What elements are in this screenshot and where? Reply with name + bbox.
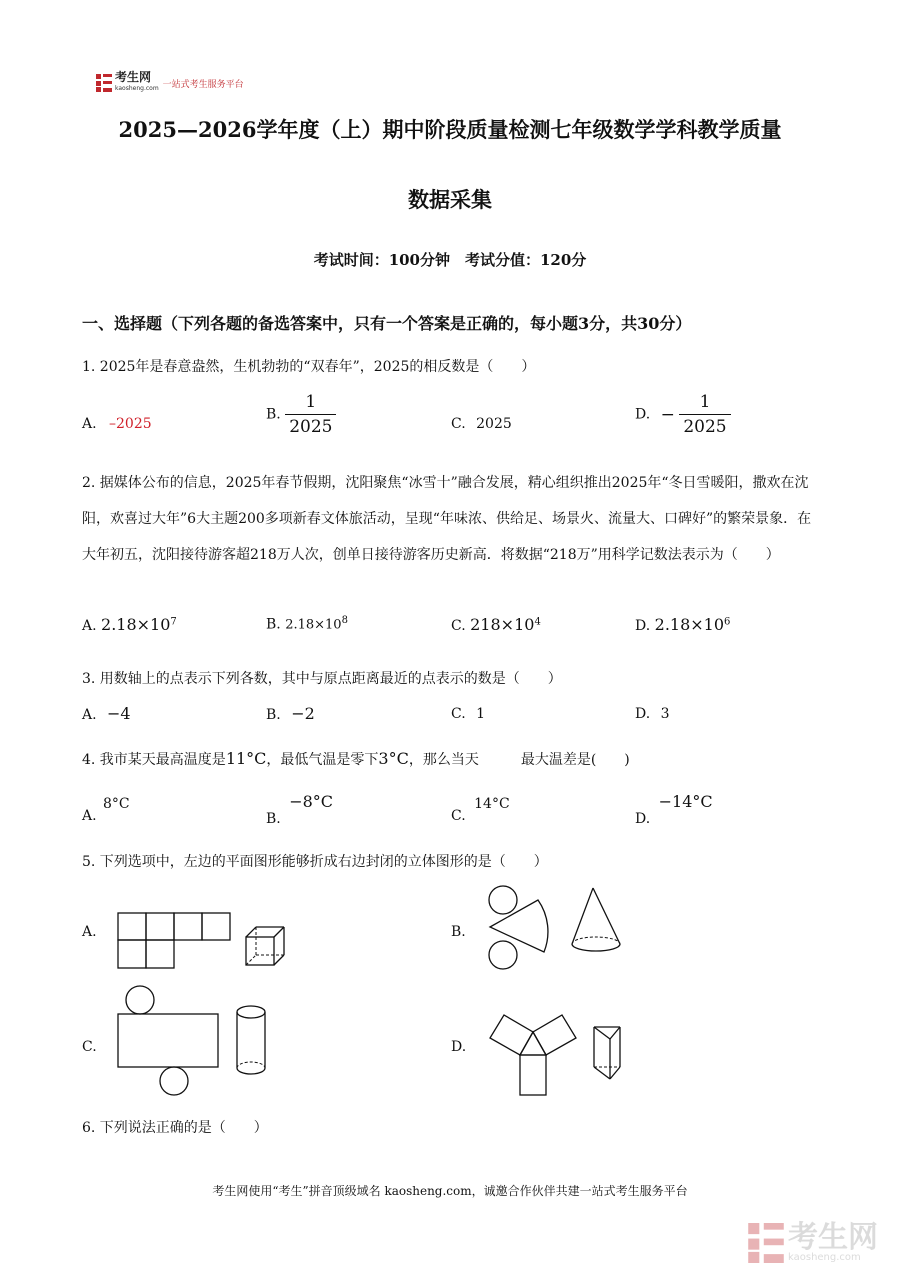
page-title-line1: 2025—2026学年度（上）期中阶段质量检测七年级数学学科教学质量 xyxy=(118,117,782,142)
header-logo xyxy=(96,72,244,94)
q3-option-b: B. −2 xyxy=(266,704,315,723)
q1-option-c: C. 2025 xyxy=(451,416,512,432)
q4-option-a: A. 8°C xyxy=(82,796,130,824)
question-3-text: 3. 用数轴上的点表示下列各数，其中与原点距离最近的点表示的数是（ ） xyxy=(82,671,562,687)
q1-option-a: A. –2025 xyxy=(82,416,152,432)
question-1-text: 1. 2025年是春意盎然，生机勃勃的“双春年”，2025的相反数是（ ） xyxy=(82,359,536,375)
q3-option-c: C. 1 xyxy=(451,706,486,722)
logo-name: 考生网 kaosheng.com xyxy=(115,70,159,92)
q2-option-a: A. $2.18\times 10^7$ xyxy=(82,615,177,634)
q5-option-d-label: D. xyxy=(451,1039,467,1055)
logo-domain: kaosheng.com xyxy=(115,85,159,92)
q5-option-c-figure xyxy=(110,982,280,1097)
q4-low-temp: 3°C xyxy=(378,749,409,768)
q3-option-a: A. −4 xyxy=(82,704,131,723)
watermark-name: 考生网 kaosheng.com xyxy=(788,1220,878,1263)
q5-option-b-figure xyxy=(480,880,630,975)
page-footer: 考生网使用“考生”拼音顶级域名 kaosheng.com，诚邀合作伙伴共建一站式考生服务平台 xyxy=(212,1184,688,1198)
q3-option-d: D. 3 xyxy=(635,706,670,722)
question-5-text: 5. 下列选项中，左边的平面图形能够折成右边封闭的立体图形的是（ ） xyxy=(82,854,548,870)
q5-option-a-label: A. xyxy=(82,924,97,940)
logo-icon xyxy=(96,74,112,92)
page-title-line2: 数据采集 xyxy=(408,187,492,212)
q2-option-b: B. $2.18\times 10^8$ xyxy=(266,615,348,633)
question-4-text: 4. 我市某天最高温度是11°C，最低气温是零下3°C，那么当天 最大温差是( ) xyxy=(82,749,630,768)
section-heading: 一、选择题（下列各题的备选答案中，只有一个答案是正确的，每小题3分，共30分） xyxy=(82,314,692,333)
q5-option-b-label: B. xyxy=(451,924,466,940)
q5-option-c-label: C. xyxy=(82,1039,97,1055)
q2-option-c: C. $218\times 10^4$ xyxy=(451,615,541,634)
watermark-logo-icon xyxy=(748,1223,784,1263)
q4-high-temp: 11°C xyxy=(225,749,267,768)
watermark-domain: kaosheng.com xyxy=(788,1252,861,1263)
q5-option-a-figure xyxy=(110,905,300,975)
q1-option-d-fraction: $\frac{1}{2025}$ xyxy=(679,392,730,437)
exam-info: 考试时间：100分钟 考试分值：120分 xyxy=(313,251,587,269)
q1-option-a-value: –2025 xyxy=(109,416,152,432)
logo-slogan: 一站式考生服务平台 xyxy=(162,79,244,90)
question-2-text: 2. 据媒体公布的信息，2025年春节假期，沈阳聚焦“冰雪十”融合发展，精心组织推出2025年“冬日雪暖阳，撒欢在沈阳，欢喜过大年”6大主题200多项新春文体旅活动，呈现“年味浓、供给足、场景火、流量大、口碑好”的繁荣景象．在大年初五，沈阳接待游客超218万人次，创单日接待游客历史新高．将数据“218万”用科学记数法表示为（ ） xyxy=(82,475,812,563)
q1-option-d: D. − $\frac{1}{2025}$ xyxy=(635,392,731,437)
q4-option-b: B. −8°C xyxy=(266,792,334,827)
q4-option-c: C. 14°C xyxy=(451,796,510,824)
q1-option-b: B. $\frac{1}{2025}$ xyxy=(266,392,336,437)
q1-option-b-fraction: $\frac{1}{2025}$ xyxy=(285,392,336,437)
question-6-text: 6. 下列说法正确的是（ ） xyxy=(82,1120,268,1136)
q4-option-d: D. −14°C xyxy=(635,792,713,827)
watermark xyxy=(748,1220,878,1263)
q5-option-d-figure xyxy=(480,1005,640,1100)
q2-option-d: D. $2.18\times 10^6$ xyxy=(635,615,731,634)
